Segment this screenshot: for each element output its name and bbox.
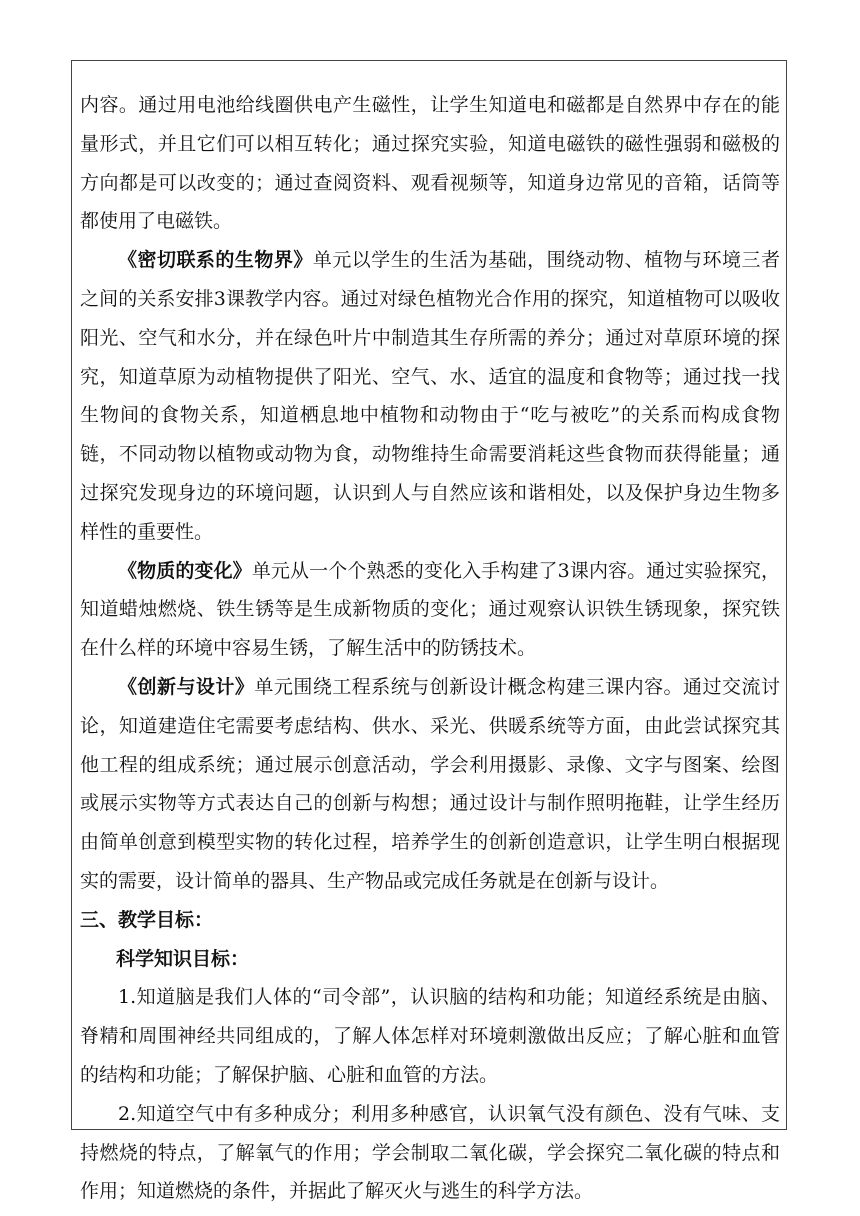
subheading: 科学知识目标： [116,947,250,970]
unit-title-biology: 《密切联系的生物界》 [118,249,313,272]
paragraph-electromagnet: 内容。通过用电池给线圈供电产生磁性，让学生知道电和磁都是自然界中存在的能量形式，并且它们可以相互转化；通过探究实验，知道电磁铁的磁性强弱和磁极的方向都是可以改变的；通过查阅资料、观看视频等，知道身边常见的音箱，话筒等都使用了电磁铁。 [80,94,780,233]
list-item-2: 2.知道空气中有多种成分；利用多种感官，认识氧气没有颜色、没有气味、支持燃烧的特点，了解氧气的作用；学会制取二氧化碳，学会探究二氧化碳的特点和作用；知道燃烧的条件，并据此了解灭火与逃生的科学方法。 [80,1102,780,1203]
list-item-1: 1.知道脑是我们人体的“司令部”，认识脑的结构和功能；知道经系统是由脑、脊精和周围神经共同组成的，了解人体怎样对环境刺激做出反应；了解心脏和血管的结构和功能；了解保护脑、心脏和血管的方法。 [80,986,780,1086]
paragraph-matter-unit [80,552,780,668]
paragraph-design-body: 单元围绕工程系统与创新设计概念构建三课内容。通过交流讨论，知道建造住宅需要考虑结构、供水、采光、供暖系统等方面，由此尝试探究其他工程的组成系统；通过展示创意活动，学会利用摄影、录像、文字与图案、绘图或展示实物等方式表达自己的创新与构想；通过设计与制作照明拖鞋，让学生经历由简单创意到模型实物的转化过程，培养学生的创新创造意识，让学生明白根据现实的需要，设计简单的器具、生产物品或完成任务就是在创新与设计。 [80,675,780,892]
section-heading: 三、教学目标： [80,908,214,931]
paragraph-biology-unit [80,241,780,551]
paragraph-biology-body: 单元以学生的生活为基础，围绕动物、植物与环境三者之间的关系安排3课教学内容。通过对绿色植物光合作用的探究，知道植物可以吸收阳光、空气和水分，并在绿色叶片中制造其生存所需的养分；通过对草原环境的探究，知道草原为动植物提供了阳光、空气、水、适宜的温度和食物等；通过找一找生物间的食物关系，知道栖息地中植物和动物由于“吃与被吃”的关系而构成食物链，不同动物以植物或动物为食，动物维持生命需要消耗这些食物而获得能量；通过探究发现身边的环境问题，认识到人与自然应该和谐相处，以及保护身边生物多样性的重要性。 [80,249,780,543]
unit-title-matter: 《物质的变化》 [118,559,252,582]
paragraph-design-unit [80,668,780,901]
unit-title-design: 《创新与设计》 [118,675,255,698]
paragraph-matter-body: 单元从一个个熟悉的变化入手构建了3课内容。通过实验探究，知道蜡烛燃烧、铁生锈等是生成新物质的变化；通过观察认识铁生锈现象，探究铁在什么样的环境中容易生锈，了解生活中的防锈技术。 [80,559,780,660]
document-body [80,86,780,1211]
